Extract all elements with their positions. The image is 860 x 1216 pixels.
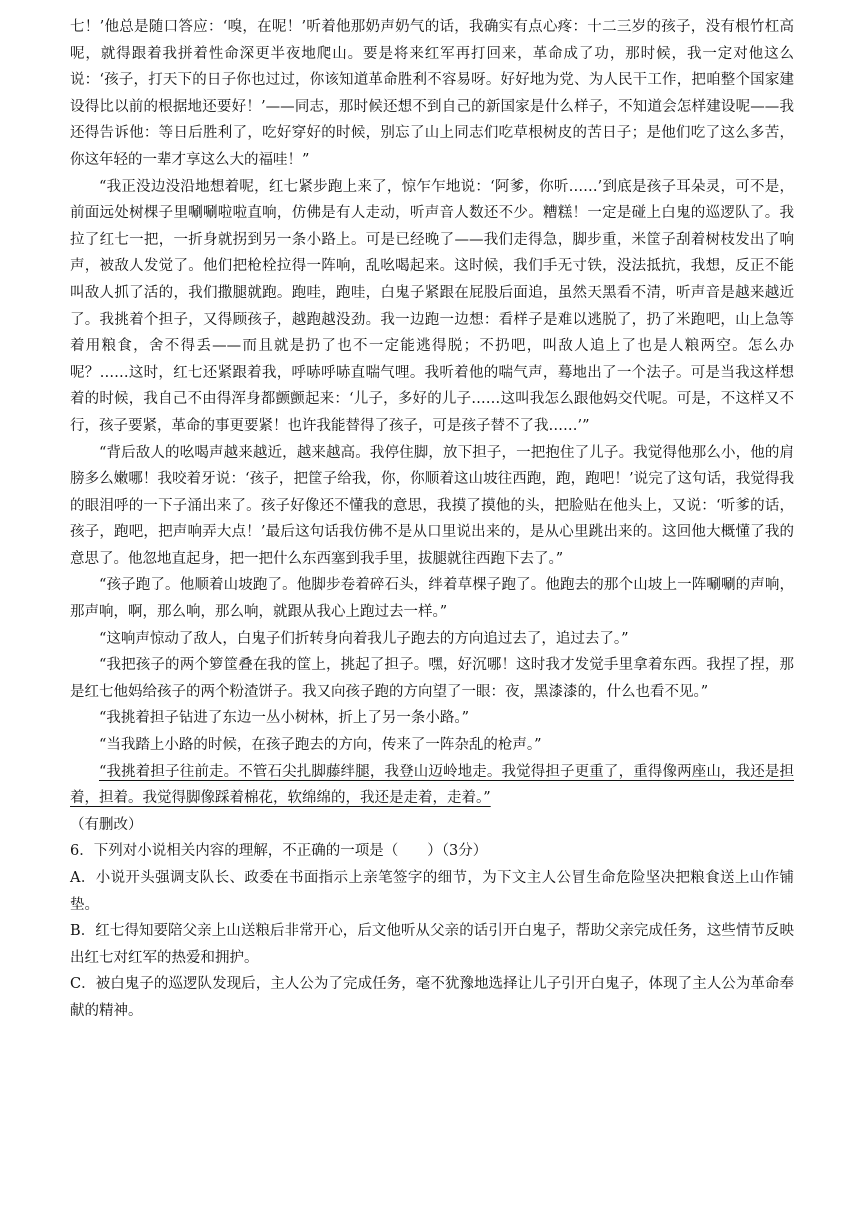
- story-paragraph-7: “我挑着担子钻进了东边一丛小树林，折上了另一条小路。”: [99, 710, 470, 727]
- option-c: C．被白鬼子的巡逻队发现后，主人公为了完成任务，毫不犹豫地选择让儿子引开白鬼子，体现了主人公为革命奉献的精神。: [70, 976, 794, 1019]
- story-paragraph-2: “我正没边没沿地想着呢，红七紧步跑上来了，惊乍乍地说：‘阿爹，你听……’到底是孩子耳朵灵，可不是，前面远处树棵子里唰唰啦啦直响，仿佛是有人走动，听声音人数还不少。糟糕！一定是碰上白鬼的巡逻队了。我拉了红七一把，一折身就拐到另一条小路上。可是已经晚了——我们走得急，脚步重，米筐子刮着树枝发出了响声，被敌人发觉了。他们把枪栓拉得一阵响，乱吆喝起来。这时候，我们手无寸铁，没法抵抗，我想，反正不能叫敌人抓了活的，我们撒腿就跑。跑哇，跑哇，白鬼子紧跟在屁股后面追，虽然天黑看不清，听声音是越来越近了。我挑着个担子，又得顾孩子，越跑越没劲。我一边跑一边想：看样子是难以逃脱了，扔了米跑吧，山上急等着用粮食，舍不得丢——而且就是扔了也不一定能逃得脱；不扔吧，叫敌人追上了也是人粮两空。怎么办呢？……这时，红七还紧跟着我，呼哧呼哧直喘气哩。我听着他的喘气声，蓦地出了一个法子。可是当我这样想着的时候，我自己不由得浑身都颤颤起来：‘儿子，多好的儿子……这叫我怎么跟他妈交代呢。可是，不这样又不行，孩子要紧，革命的事更要紧！也许我能替得了孩子，可是孩子替不了我……’”: [70, 178, 794, 434]
- exam-page: [70, 14, 794, 1025]
- story-paragraph-3: “背后敌人的吆喝声越来越近，越来越高。我停住脚，放下担子，一把抱住了儿子。我觉得他那么小，他的肩膀多么嫩哪！我咬着牙说：‘孩子，把筐子给我，你，你顺着这山坡往西跑，跑，跑吧！’说完了这句话，我觉得我的眼泪呼的一下子涌出来了。孩子好像还不懂我的意思，我摸了摸他的头，把脸贴在他头上，又说：‘听爹的话，孩子，跑吧，把声响弄大点！’最后这句话我仿佛不是从口里说出来的，是从心里跳出来的。这回他大概懂了我的意思了。他忽地直起身，把一把什么东西塞到我手里，拔腿就往西跑下去了。”: [70, 444, 794, 567]
- story-paragraph-4: “孩子跑了。他顺着山坡跑了。他脚步卷着碎石头，绊着草棵子跑了。他跑去的那个山坡上一阵唰唰的声响，那声响，啊，那么响，那么响，就跟从我心上跑过去一样。”: [70, 577, 794, 621]
- story-paragraph-5: “这响声惊动了敌人，白鬼子们折转身向着我儿子跑去的方向追过去了，追过去了。”: [99, 630, 629, 647]
- question-stem: 6．下列对小说相关内容的理解，不正确的一项是（ ）（3分）: [70, 843, 488, 860]
- story-paragraph-1: 七！’他总是随口答应：‘嗅，在呢！’听着他那奶声奶气的话，我确实有点心疼：十二三岁的孩子，没有根竹杠高呢，就得跟着我拼着性命深更半夜地爬山。要是将来红军再打回来，革命成了功，那时候，我一定对他这么说：‘孩子，打天下的日子你也过过，你该知道革命胜利不容易呀。好好地为党、为人民干工作，把咱整个国家建设得比以前的根据地还要好！’——同志，那时候还想不到自己的新国家是什么样子，不知道会怎样建设呢——我还得告诉他：等日后胜利了，吃好穿好的时候，别忘了山上同志们吃草根树皮的苦日子；是他们吃了这么多苦，你这年轻的一辈才享这么大的福哇！”: [70, 19, 794, 168]
- option-a: A．小说开头强调支队长、政委在书面指示上亲笔签字的细节，为下文主人公冒生命危险坚决把粮食送上山作铺垫。: [70, 870, 794, 913]
- edit-note: （有删改）: [70, 816, 143, 833]
- story-paragraph-8: “当我踏上小路的时候，在孩子跑去的方向，传来了一阵杂乱的枪声。”: [99, 737, 542, 754]
- option-b: B．红七得知要陪父亲上山送粮后非常开心，后文他听从父亲的话引开白鬼子，帮助父亲完成任务，这些情节反映出红七对红军的热爱和拥护。: [70, 923, 794, 966]
- story-paragraph-underlined: “我挑着担子往前走。不管石尖扎脚藤绊腿，我登山迈岭地走。我觉得担子更重了，重得像两座山，我还是担着，担着。我觉得脚像踩着棉花，软绵绵的，我还是走着，走着。”: [70, 763, 794, 807]
- story-paragraph-6: “我把孩子的两个箩筐叠在我的筐上，挑起了担子。嘿，好沉哪！这时我才发觉手里拿着东西。我捏了捏，那是红七他妈给孩子的两个粉渣饼子。我又向孩子跑的方向望了一眼：夜，黑漆漆的，什么也看不见。”: [70, 657, 794, 700]
